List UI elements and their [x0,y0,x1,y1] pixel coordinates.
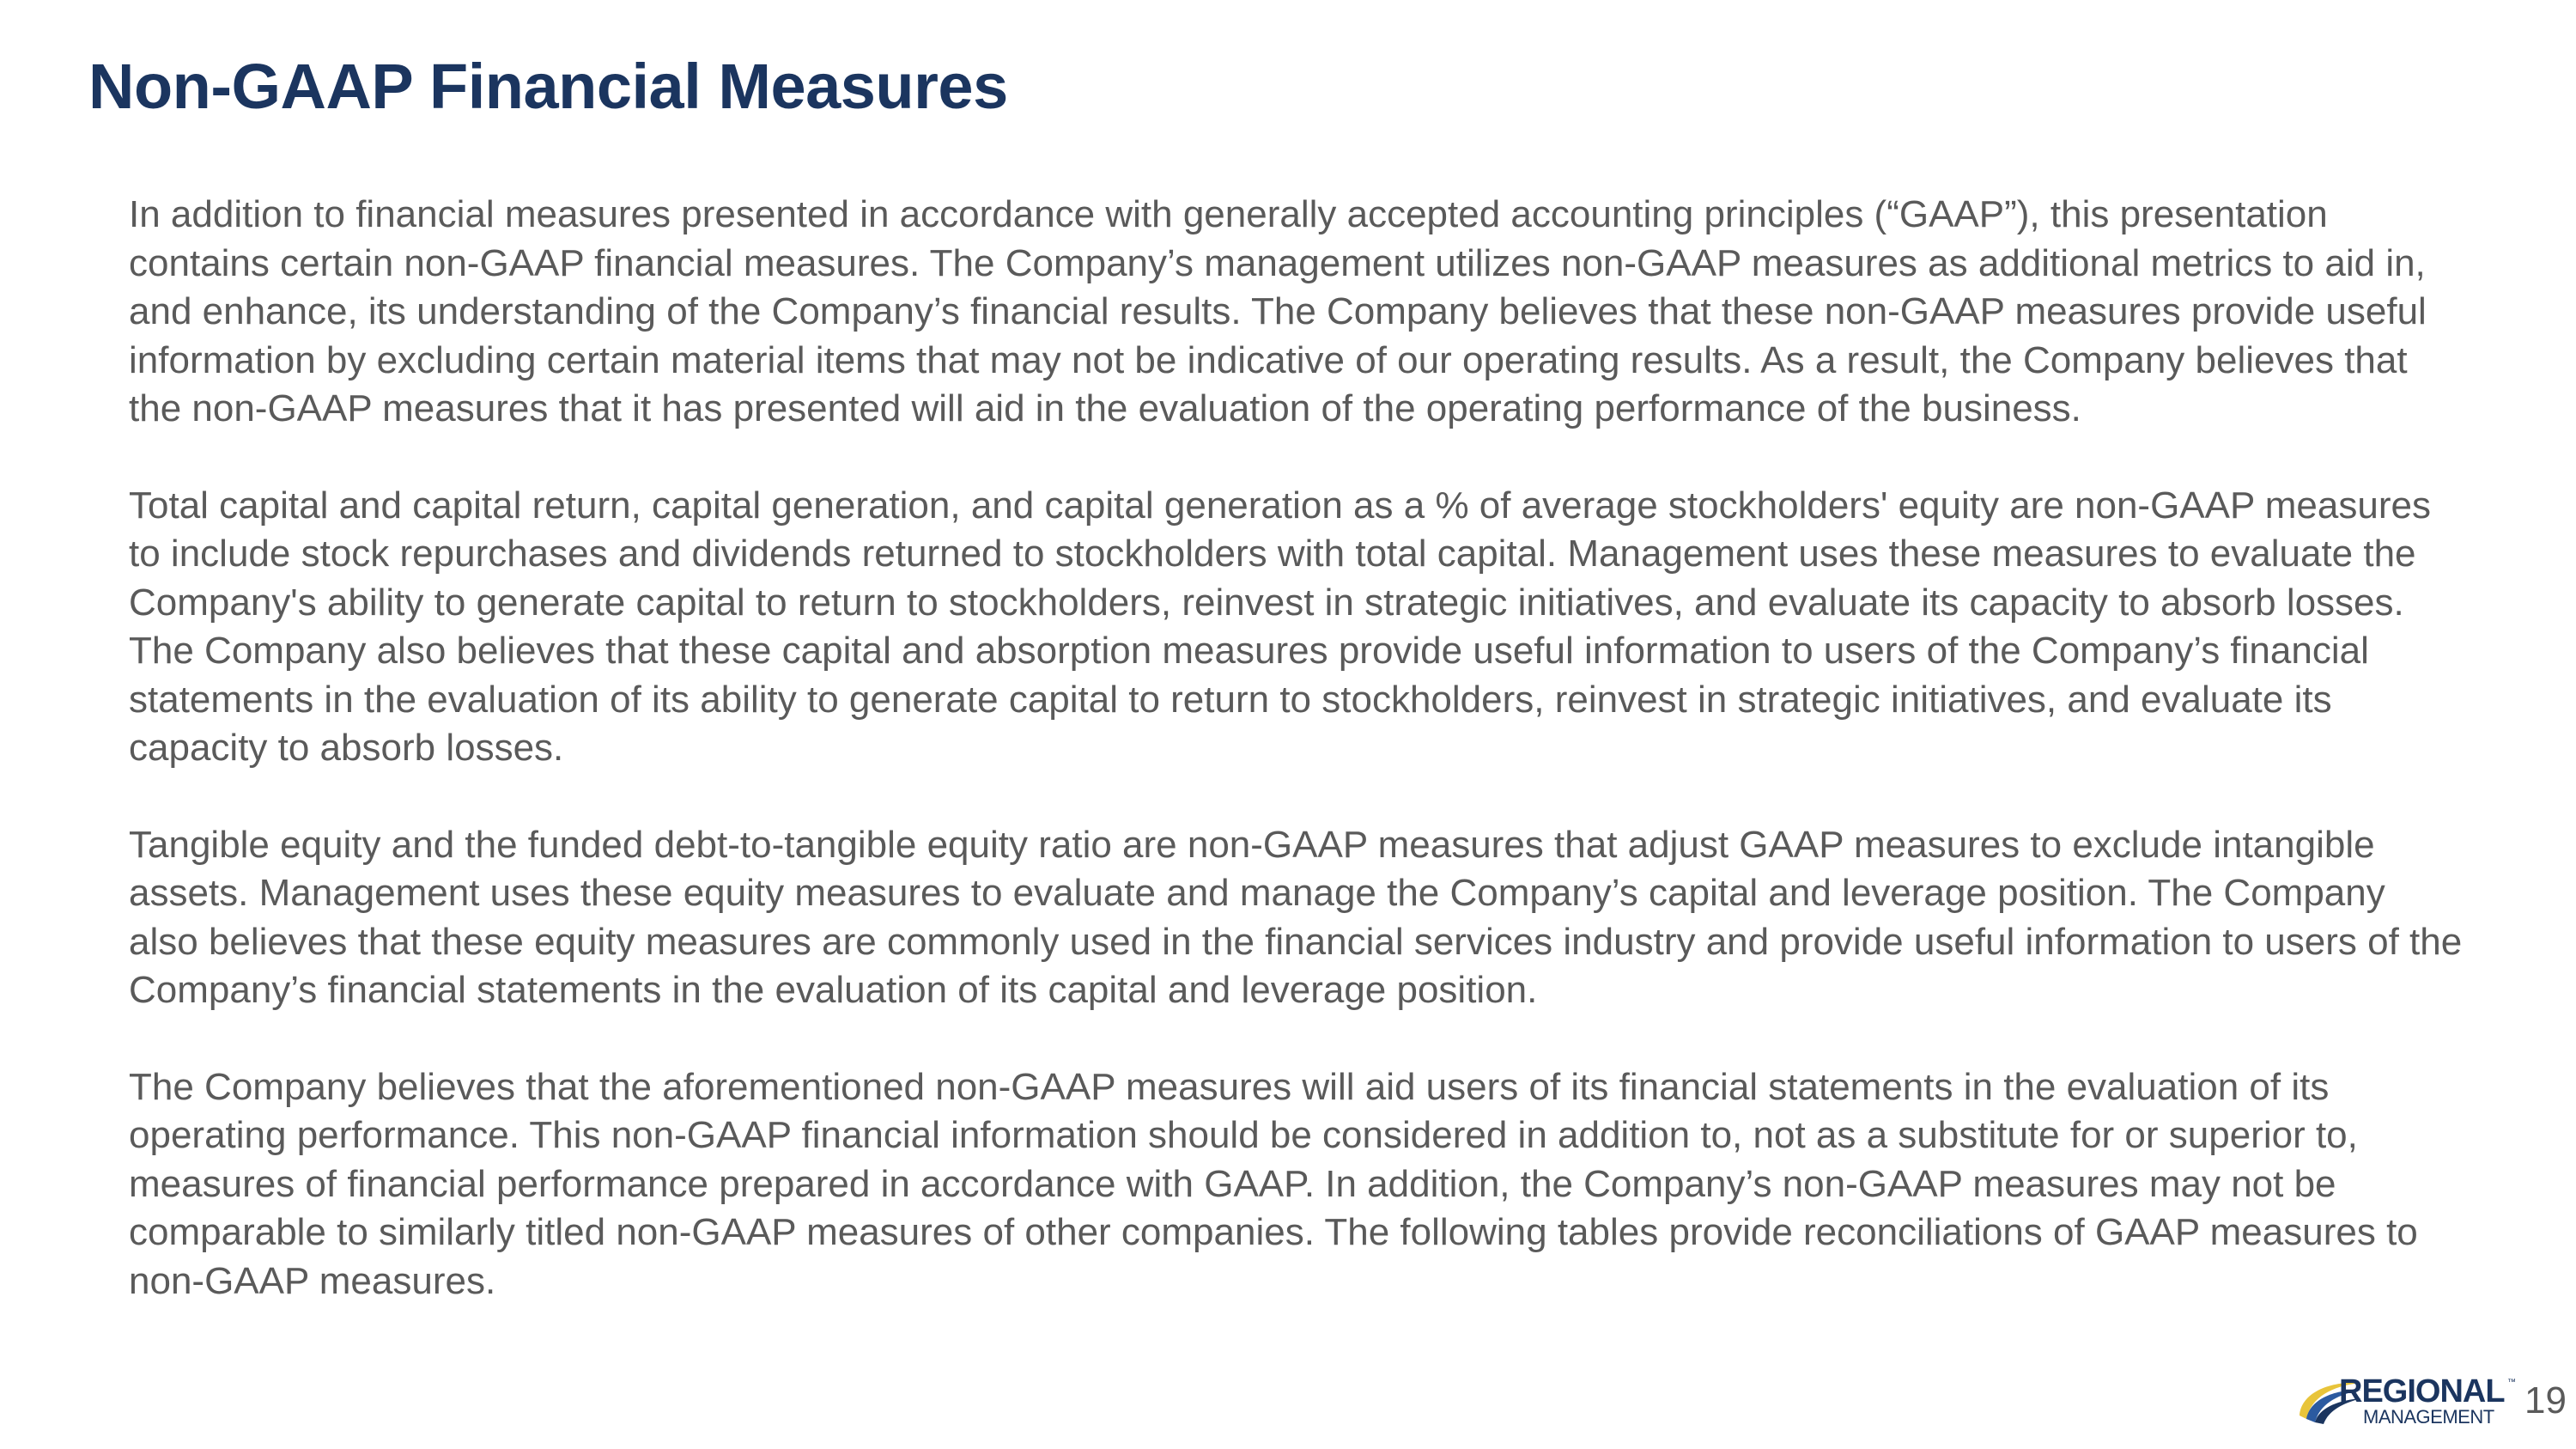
paragraph-tangible-equity: Tangible equity and the funded debt-to-tangible equity ratio are non-GAAP measures that adjust GAAP measures to exclude intangible assets. Management uses these equity measures to evaluate and manage the Company’s capital and leverage position. The Company also believes that these equity measures are commonly used in the financial services industry and provide useful information to users of the Company’s financial statements in the evaluation of its capital and leverage position. [129,823,2463,1011]
company-logo [2294,1374,2519,1428]
logo-wordmark-regional: REGIONAL [2339,1373,2505,1409]
logo-wordmark-management: MANAGEMENT [2363,1406,2494,1428]
body-text [129,191,2464,1306]
paragraph-intro: In addition to financial measures presented in accordance with generally accepted accounting principles (“GAAP”), this presentation contains certain non-GAAP financial measures. The Company’s management utilizes non-GAAP measures as additional metrics to aid in, and enhance, its understanding of the Company’s financial results. The Company believes that these non-GAAP measures provide useful information by excluding certain material items that may not be indicative of our operating results. As a result, the Company believes that the non-GAAP measures that it has presented will aid in the evaluation of the operating performance of the business. [129,193,2427,429]
paragraph-conclusion: The Company believes that the aforementioned non-GAAP measures will aid users of its financial statements in the evaluation of its operating performance. This non-GAAP financial information should be considered in addition to, not as a substitute for or superior to, measures of financial performance prepared in accordance with GAAP. In addition, the Company’s non-GAAP measures may not be comparable to similarly titled non-GAAP measures of other companies. The following tables provide reconciliations of GAAP measures to non-GAAP measures. [129,1065,2418,1302]
logo-trademark: ™ [2507,1378,2516,1387]
page-number: 19 [2524,1379,2567,1422]
paragraph-capital: Total capital and capital return, capital generation, and capital generation as a % of average stockholders' equity are non-GAAP measures to include stock repurchases and dividends returned to stockholders with total capital. Management uses these measures to evaluate the Company's ability to generate capital to return to stockholders, reinvest in strategic initiatives, and evaluate its capacity to absorb losses. The Company also believes that these capital and absorption measures provide useful information to users of the Company’s financial statements in the evaluation of its ability to generate capital to return to stockholders, reinvest in strategic initiatives, and evaluate its capacity to absorb losses. [129,484,2431,769]
page-title: Non-GAAP Financial Measures [88,51,1008,122]
